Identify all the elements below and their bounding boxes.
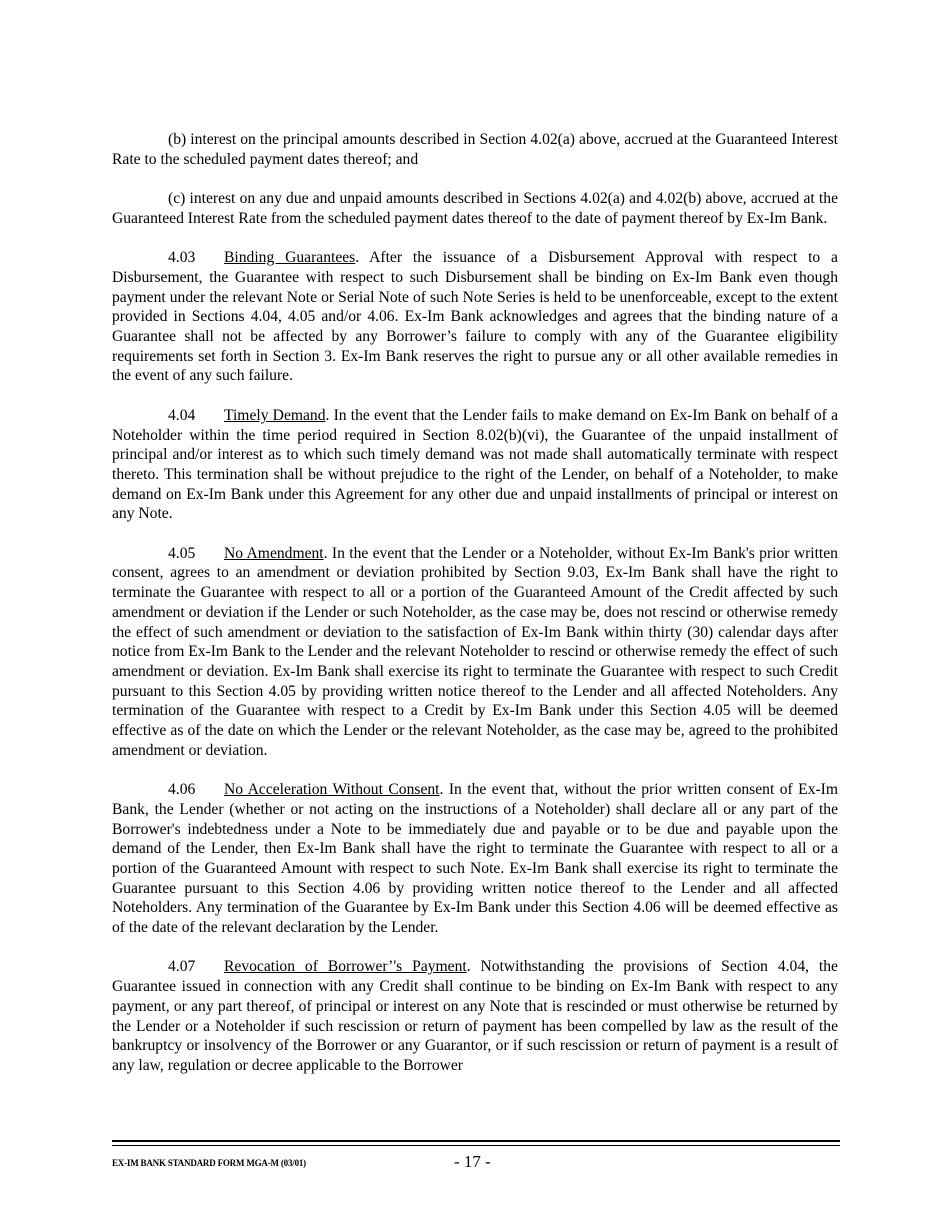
body-text: [112, 130, 838, 1076]
section-4-07: [112, 957, 838, 1075]
section-4-06: [112, 780, 838, 938]
section-number: 4.05: [168, 544, 196, 562]
paragraph-c: [112, 189, 838, 228]
page-number: - 17 -: [454, 1152, 491, 1171]
section-text: . In the event that, without the prior written consent of Ex-Im Bank, the Lender (whether or not acting on the instructions of a Noteholder) shall declare all or any part of the Borrower's indebtedness under a Note to be immediately due and payable or to be due and payable upon the demand of the Lender, then Ex-Im Bank shall have the right to terminate the Guarantee with respect to all or a portion of the Guaranteed Amount with respect to such Note. Ex-Im Bank shall exercise its right to terminate the Guarantee pursuant to this Section 4.06 by providing written notice thereof to the Lender and all affected Noteholders. Any termination of the Guarantee by Ex-Im Bank under this Section 4.06 will be deemed effective as of the date of the relevant declaration by the Lender.: [112, 781, 839, 937]
section-caption: Revocation of Borrower’'s Payment: [224, 958, 467, 976]
section-caption: No Amendment: [224, 544, 324, 562]
paragraph-b-text: (b) interest on the principal amounts described in Section 4.02(a) above, accrued at the Guaranteed Interest Rate to the scheduled payment dates thereof; and: [112, 131, 838, 168]
section-caption: Timely Demand: [224, 406, 326, 424]
section-number: 4.06: [168, 781, 196, 799]
paragraph-b: [112, 130, 838, 169]
paragraph-c-text: (c) interest on any due and unpaid amounts described in Sections 4.02(a) and 4.02(b) above, accrued at the Guaranteed Interest Rate from the scheduled payment dates thereof to the date of payment thereof by Ex-Im Bank.: [112, 190, 838, 227]
section-4-04: [112, 406, 838, 524]
section-caption: No Acceleration Without Consent: [224, 781, 440, 799]
section-caption: Binding Guarantees: [224, 249, 356, 267]
section-4-05: [112, 544, 838, 761]
section-number: 4.07: [168, 958, 196, 976]
section-4-03: [112, 248, 838, 386]
footer-rule-thick: [112, 1140, 840, 1142]
section-number: 4.04: [168, 406, 196, 424]
section-number: 4.03: [168, 249, 196, 267]
footer-form-id: EX-IM BANK STANDARD FORM MGA-M (03/01): [112, 1158, 306, 1168]
section-text: . Notwithstanding the provisions of Section 4.04, the Guarantee issued in connection with any Credit shall continue to be binding on Ex-Im Bank with respect to any payment, or any part thereof, of principal or interest on any Note that is rescinded or must otherwise be returned by the Lender or a Noteholder if such rescission or return of payment has been compelled by law as the result of the bankruptcy or insolvency of the Borrower or any Guarantor, or if such rescission or return of payment is a result of any law, regulation or decree applicable to the Borrower: [112, 958, 838, 1074]
section-text: . In the event that the Lender or a Noteholder, without Ex-Im Bank's prior written consent, agrees to an amendment or deviation prohibited by Section 9.03, Ex-Im Bank shall have the right to terminate the Guarantee with respect to all or a portion of the Guaranteed Amount of the Credit affected by such amendment or deviation if the Lender or such Noteholder, as the case may be, does not rescind or otherwise remedy the effect of such amendment or deviation to the satisfaction of Ex-Im Bank within thirty (30) calendar days after notice from Ex-Im Bank to the Lender and the relevant Noteholder to rescind or otherwise remedy the effect of such amendment or deviation. Ex-Im Bank shall exercise its right to terminate the Guarantee with respect to such Credit pursuant to this Section 4.05 by providing written notice thereof to the Lender and all affected Noteholders. Any termination of the Guarantee with respect to a Credit by Ex-Im Bank under this Section 4.05 will be deemed effective as of the date on which the Lender or the relevant Noteholder, as the case may be, agreed to the prohibited amendment or deviation.: [112, 544, 838, 759]
footer-rule-thin: [112, 1145, 840, 1146]
section-text: . After the issuance of a Disbursement Approval with respect to a Disbursement, the Guarantee with respect to such Disbursement shall be binding on Ex-Im Bank even though payment under the relevant Note or Serial Note of such Note Series is held to be unenforceable, except to the extent provided in Sections 4.04, 4.05 and/or 4.06. Ex-Im Bank acknowledges and agrees that the binding nature of a Guarantee shall not be affected by any Borrower’s failure to comply with any of the Guarantee eligibility requirements set forth in Section 3. Ex-Im Bank reserves the right to pursue any or all other available remedies in the event of any such failure.: [112, 249, 838, 385]
section-text: . In the event that the Lender fails to make demand on Ex-Im Bank on behalf of a Noteholder within the time period required in Section 8.02(b)(vi), the Guarantee of the unpaid installment of principal and/or interest as to which such timely demand was not made shall automatically terminate with respect thereto. This termination shall be without prejudice to the right of the Lender, on behalf of a Noteholder, to make demand on Ex-Im Bank under this Agreement for any other due and unpaid installments of principal or interest on any Note.: [112, 406, 838, 523]
